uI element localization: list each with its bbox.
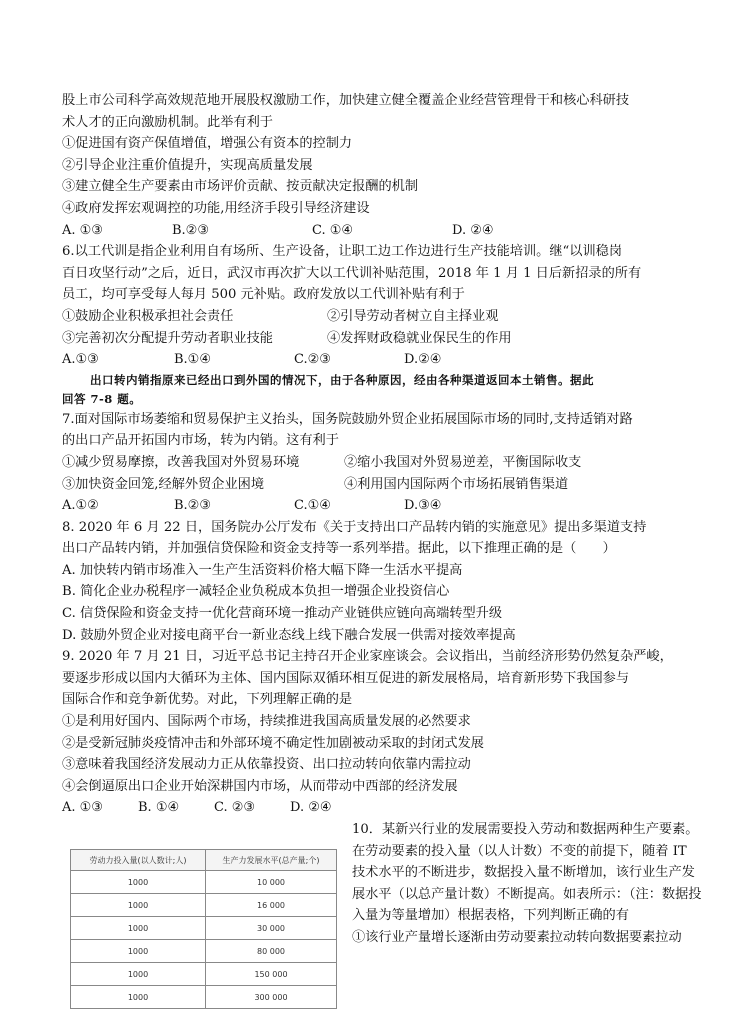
q10-stem: 10．某新兴行业的发展需要投入劳动和数据两种生产要素。在劳动要素的投入量（以人计数）不变的前提下，随着 IT 技术水平的不断进步，数据投入量不断增加，该行业生产发展水平（以总产量计数）不断提高。如表所示：（注：数据投入量为等量增加）根据表格，下列判断正确的有 [352,822,702,924]
q6-options [62,349,702,371]
q6-statement-3: ③完善初次分配提升劳动者职业技能 [62,330,273,346]
table-row [71,894,337,917]
q7-option-b: B.②③ [174,498,211,514]
q7-stem-line-1: 7.面对国际市场萎缩和贸易保护主义抬头，国务院鼓励外贸企业拓展国际市场的同时,支持适销对路 [62,411,633,427]
table-cell: 80 000 [206,940,337,963]
q9-stem-line-3: 国际合作和竞争新优势。对此，下列理解正确的是 [62,692,353,708]
table-cell: 16 000 [206,894,337,917]
table-cell: 1000 [71,871,206,894]
q8-option-a: A. 加快转内销市场准入一生产生活资料价格大幅下降一生活水平提高 [62,562,463,578]
q6-option-b: B.①④ [174,352,211,368]
q7-option-d: D.③④ [404,498,442,514]
q6-option-d: D.②④ [404,352,442,368]
q6-statement-4: ④发挥财政稳就业保民生的作用 [327,330,512,346]
table-row [71,963,337,986]
q8-option-b: B. 简化企业办税程序一减轻企业负税成本负担一增强企业投资信心 [62,584,450,600]
q7-option-a: A.①② [62,498,99,514]
table-cell: 10 000 [206,871,337,894]
q9-statement-2: ②是受新冠肺炎疫情冲击和外部环境不确定性加剧被动采取的封闭式发展 [62,735,484,751]
q6-stem-line-3: 员工，均可享受每人每月 500 元补贴。政府发放以工代训补贴有利于 [62,287,465,303]
q9-option-b: B. ①④ [138,800,180,816]
table-cell: 150 000 [206,963,337,986]
q6-stem-line-1: 6.以工代训是指企业利用自有场所、生产设备，让职工边工作边进行生产技能培训。继“以训稳岗 [62,244,623,260]
table-row [71,917,337,940]
exam-page [62,90,702,1009]
q5-options [62,220,702,242]
table-header-labor: 劳动力投入量(以人数计;人) [71,850,206,871]
q7-options [62,495,702,517]
q5-option-c: C. ①④ [312,222,354,238]
q7-statement-3: ③加快资金回笼,经解外贸企业困境 [62,476,265,492]
q6-stem-line-2: 百日攻坚行动”之后，近日，武汉市再次扩大以工代训补贴范围，2018 年 1 月 1 日后新招录的所有 [62,265,642,281]
q9-statement-1: ①是利用好国内、国际两个市场，持续推进我国高质量发展的必然要求 [62,714,471,730]
q7-statements-row-1 [62,452,702,474]
q6-statements-row-2 [62,328,702,350]
q5-statement-3: ③建立健全生产要素由市场评价贡献、按贡献决定报酬的机制 [62,179,419,195]
table-row [71,871,337,894]
q5-statement-1: ①促进国有资产保值增值，增强公有资本的控制力 [62,136,353,152]
table-cell: 1000 [71,963,206,986]
table-cell: 30 000 [206,917,337,940]
q10-block [62,819,702,1009]
q5-option-a: A. ①③ [62,222,103,238]
table-header-row [71,850,337,871]
q9-option-c: C. ②③ [214,800,256,816]
q7-8-intro-line-1: 出口转内销指原来已经出口到外国的情况下，由于各种原因，经由各种渠道返回本土销售。据此 [90,372,594,387]
q8-option-d: D. 鼓励外贸企业对接电商平台一新业态线上线下融合发展一供需对接效率提高 [62,627,516,643]
q7-statement-4: ④利用国内国际两个市场拓展销售渠道 [344,476,569,492]
q6-option-a: A.①③ [62,352,99,368]
q9-stem-line-1: 9. 2020 年 7 月 21 日，习近平总书记主持召开企业家座谈会。会议指出，当前经济形势仍然复杂严峻， [62,649,673,665]
q5-statement-2: ②引导企业注重价值提升，实现高质量发展 [62,157,313,173]
table-cell: 1000 [71,894,206,917]
table-cell: 300 000 [206,986,337,1009]
table-row [71,940,337,963]
q5-stem-line-1: 股上市公司科学高效规范地开展股权激励工作，加快建立健全覆盖企业经营管理骨干和核心科研技 [62,93,630,108]
q9-statement-3: ③意味着我国经济发展动力正从依靠投资、出口拉动转向依靠内需拉动 [62,757,471,773]
q5-option-d: D. ②④ [452,222,494,238]
q9-stem-line-2: 要逐步形成以国内大循环为主体、国内国际双循环相互促进的新发展格局，培育新形势下我国参与 [62,670,630,686]
q6-statements-row-1 [62,306,702,328]
q7-statement-2: ②缩小我国对外贸易逆差，平衡国际收支 [344,454,582,470]
q6-statement-2: ②引导劳动者树立自主择业观 [327,308,499,324]
q7-statement-1: ①减少贸易摩擦，改善我国对外贸易环境 [62,454,300,470]
table-cell: 1000 [71,917,206,940]
q7-stem-line-2: 的出口产品开拓国内市场，转为内销。这有利于 [62,433,339,449]
table-header-output: 生产力发展水平(总产量;个) [206,850,337,871]
q10-statement-1: ①该行业产量增长逐渐由劳动要素拉动转向数据要素拉动 [352,929,682,945]
q5-stem-line-2: 术人才的正向激励机制。此举有利于 [62,114,273,130]
q7-option-c: C.①④ [294,498,331,514]
table-cell: 1000 [71,940,206,963]
q9-statement-4: ④会倒逼原出口企业开始深耕国内市场，从而带动中西部的经济发展 [62,778,458,794]
q6-option-c: C.②③ [294,352,331,368]
q5-statement-4: ④政府发挥宏观调控的功能,用经济手段引导经济建设 [62,200,370,216]
table-cell: 1000 [71,986,206,1009]
q8-stem-line-1: 8. 2020 年 6 月 22 日，国务院办公厅发布《关于支持出口产品转内销的实施意见》提出多渠道支持 [62,519,647,535]
q9-option-a: A. ①③ [62,800,103,816]
q8-option-c: C. 信贷保险和资金支持一优化营商环境一推动产业链供应链向高端转型升级 [62,606,503,622]
q10-data-table [70,849,337,1009]
table-row [71,986,337,1009]
q7-statements-row-2 [62,474,702,496]
q8-stem-line-2: 出口产品转内销，并加强信贷保险和资金支持等一系列举措。据此，以下推理正确的是（ ） [62,541,616,557]
q10-text-column [352,819,702,949]
q6-statement-1: ①鼓励企业积极承担社会责任 [62,308,234,324]
q7-8-intro-line-2: 回答 7-8 题。 [62,391,142,406]
q9-option-d: D. ②④ [290,800,332,816]
q9-options [62,797,702,819]
q5-option-b: B.②③ [172,222,209,238]
